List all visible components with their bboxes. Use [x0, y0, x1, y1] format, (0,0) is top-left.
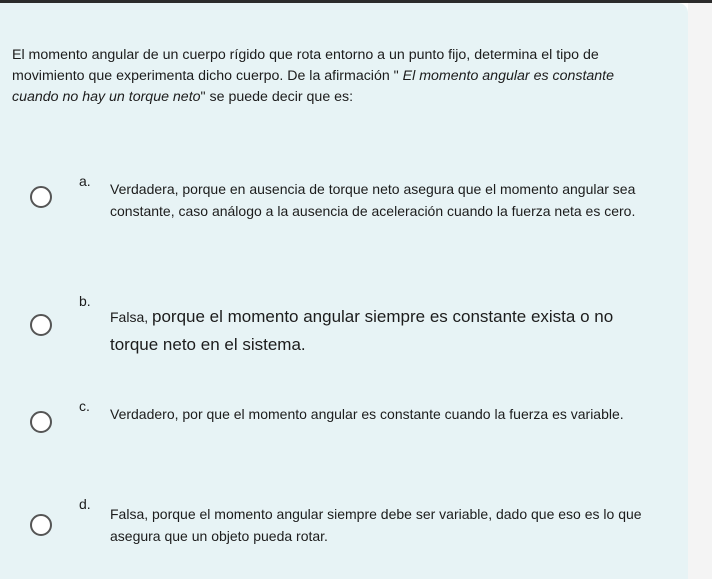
option-a-text[interactable]: Verdadera, porque en ausencia de torque neto asegura que el momento angular sea constante, caso análogo a la ausencia de aceleración cuando la fuerza neta es cero. [110, 181, 636, 219]
option-b-letter: b. [79, 293, 91, 309]
option-a-radio[interactable] [30, 186, 52, 208]
option-b-body: porque el momento angular siempre es constante exista o no torque neto en el sistema. [110, 307, 614, 354]
option-b-prefix: Falsa, [110, 309, 153, 325]
option-d-radio[interactable] [30, 514, 52, 536]
scroll-gutter [688, 3, 712, 579]
question-part2: " se puede decir que es: [200, 89, 354, 105]
option-b-radio[interactable] [30, 314, 52, 336]
question-part1: El momento angular de un cuerpo rígido que rota entorno a un punto fijo, determina el tipo de movimiento que experimenta dicho cuerpo. De la afirmación " [12, 47, 599, 84]
option-c-radio[interactable] [30, 411, 52, 433]
option-b-text[interactable] [110, 303, 658, 359]
option-c-text[interactable]: Verdadero, por que el momento angular es constante cuando la fuerza es variable. [110, 406, 624, 422]
question-panel [0, 3, 688, 579]
option-d-letter: d. [79, 496, 91, 512]
option-c-letter: c. [79, 398, 90, 414]
question-text [12, 45, 662, 108]
question-statement: El momento angular es constante cuando no hay un torque neto [12, 68, 615, 105]
option-a-letter: a. [79, 173, 91, 189]
option-d-text[interactable]: Falsa, porque el momento angular siempre debe ser variable, dado que eso es lo que asegura que un objeto pueda rotar. [110, 506, 642, 544]
